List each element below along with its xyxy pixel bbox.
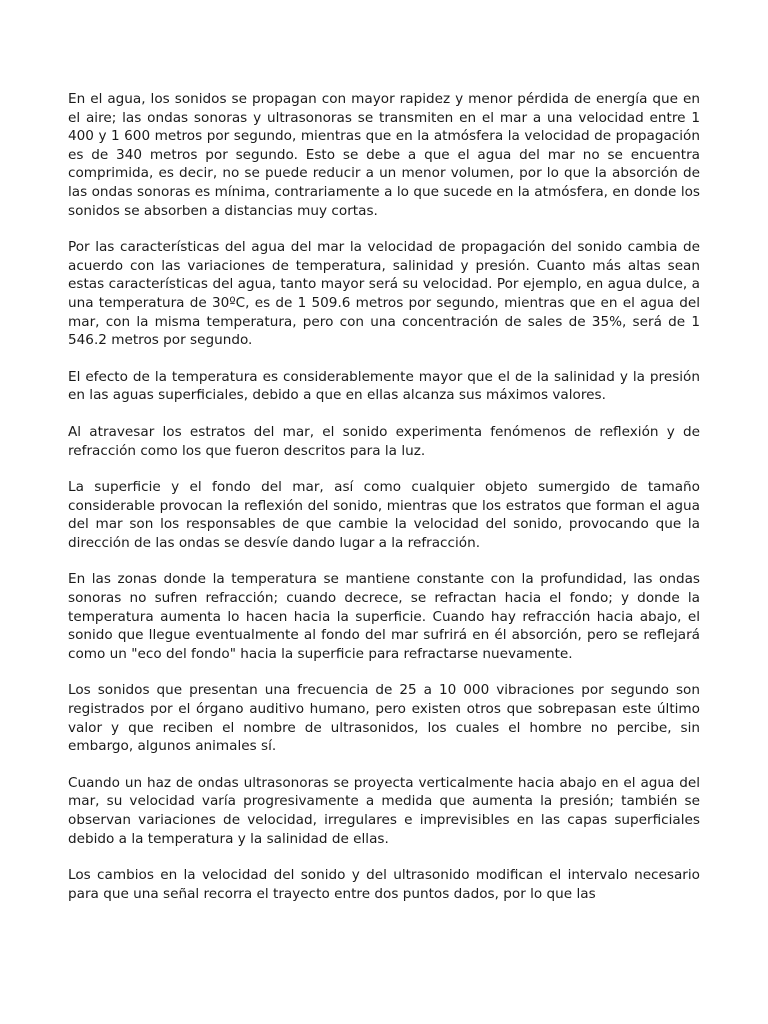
paragraph-4: Al atravesar los estratos del mar, el sonido experimenta fenómenos de reflexión y de refracción como los que fueron descritos para la luz. (68, 423, 700, 459)
paragraph-5: La superficie y el fondo del mar, así como cualquier objeto sumergido de tamaño considerable provocan la reflexión del sonido, mientras que los estratos que forman el agua del mar son los responsables de que cambie la velocidad del sonido, provocando que la dirección de las ondas se desvíe dando lugar a la refracción. (68, 479, 700, 551)
paragraph-8: Cuando un haz de ondas ultrasonoras se proyecta verticalmente hacia abajo en el agua del mar, su velocidad varía progresivamente a medida que aumenta la presión; también se observan variaciones de velocidad, irregulares e imprevisibles en las capas superficiales debido a la temperatura y la salinidad de ellas. (68, 774, 700, 847)
paragraph-1: En el agua, los sonidos se propagan con mayor rapidez y menor pérdida de energía que en el aire; las ondas sonoras y ultrasonoras se transmiten en el mar a una velocidad entre 1 400 y 1 600 metros por segundo, mientras que en la atmósfera la velocidad de propagación es de 340 metros por segundo. Esto se debe a que el agua del mar no se encuentra comprimida, es decir, no se puede reducir a un menor volumen, por lo que la absorción de las ondas sonoras es mínima, contrariamente a lo que sucede en la atmósfera, en donde los sonidos se absorben a distancias muy cortas. (68, 91, 700, 219)
paragraph-7: Los sonidos que presentan una frecuencia de 25 a 10 000 vibraciones por segundo son registrados por el órgano auditivo humano, pero existen otros que sobrepasan este último valor y que reciben el nombre de ultrasonidos, los cuales el hombre no percibe, sin embargo, algunos animales sí. (68, 682, 700, 755)
paragraph-2: Por las características del agua del mar la velocidad de propagación del sonido cambia de acuerdo con las variaciones de temperatura, salinidad y presión. Cuanto más altas sean estas características del agua, tanto mayor será su velocidad. Por ejemplo, en agua dulce, a una temperatura de 30ºC, es de 1 509.6 metros por segundo, mientras que en el agua del mar, con la misma temperatura, pero con una concentración de sales de 35%, será de 1 546.2 metros por segundo. (68, 239, 700, 349)
paragraph-9: Los cambios en la velocidad del sonido y del ultrasonido modifican el intervalo necesario para que una señal recorra el trayecto entre dos puntos dados, por lo que las (68, 867, 700, 902)
text-column (68, 90, 700, 921)
paragraph-6: En las zonas donde la temperatura se mantiene constante con la profundidad, las ondas sonoras no sufren refracción; cuando decrece, se refractan hacia el fondo; y donde la temperatura aumenta lo hacen hacia la superficie. Cuando hay refracción hacia abajo, el sonido que llegue eventualmente al fondo del mar sufrirá en él absorción, pero se reflejará como un "eco del fondo" hacia la superficie para refractarse nuevamente. (68, 571, 700, 662)
paragraph-3: El efecto de la temperatura es considerablemente mayor que el de la salinidad y la presión en las aguas superficiales, debido a que en ellas alcanza sus máximos valores. (68, 368, 700, 404)
